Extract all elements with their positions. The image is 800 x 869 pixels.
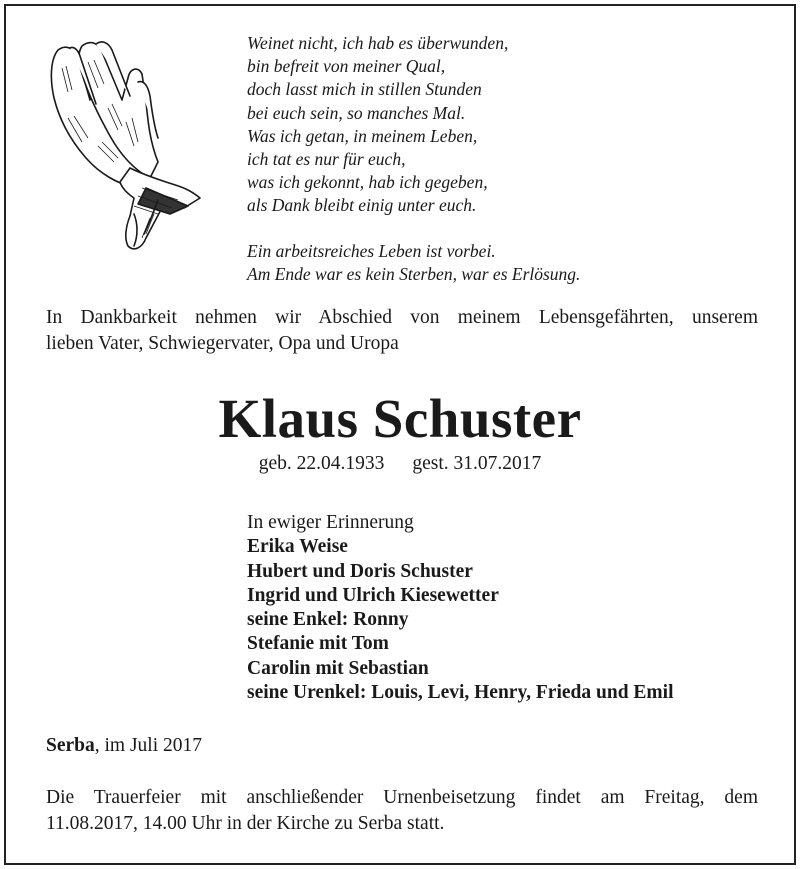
place-town: Serba <box>46 735 95 756</box>
stanza-gap <box>247 218 580 240</box>
life-dates <box>0 452 800 476</box>
poem-line: ich tat es nur für euch, <box>247 149 406 170</box>
service-line: Die Trauerfeier mit anschließender Urnenbeisetzung findet am Freitag, dem <box>46 787 758 808</box>
mourner-name: seine Urenkel: Louis, Levi, Henry, Frieda und Emil <box>247 682 674 704</box>
deceased-name: Klaus Schuster <box>218 388 582 449</box>
poem-line: Ein arbeitsreiches Leben ist vorbei. <box>247 240 496 261</box>
intro-line: lieben Vater, Schwiegervater, Opa und Uropa <box>46 333 399 354</box>
intro-line: In Dankbarkeit nehmen wir Abschied von meinem Lebensgefährten, unserem <box>46 307 758 328</box>
praying-hands-icon <box>38 38 203 263</box>
service-line: 11.08.2017, 14.00 Uhr in der Kirche zu Serba statt. <box>46 813 445 834</box>
mourner-name: Erika Weise <box>247 536 348 558</box>
poem-line: bei euch sein, so manches Mal. <box>247 102 466 123</box>
place-and-date <box>46 734 202 758</box>
poem-line: Was ich getan, in meinem Leben, <box>247 125 478 146</box>
mourners-list <box>247 511 674 705</box>
poem-line: Weinet nicht, ich hab es überwunden, <box>247 33 509 53</box>
mourner-name: Carolin mit Sebastian <box>247 657 429 679</box>
poem-line: als Dank bleibt einig unter euch. <box>247 195 477 216</box>
mourner-name: seine Enkel: Ronny <box>247 609 409 631</box>
mourner-name: Hubert und Doris Schuster <box>247 560 473 582</box>
farewell-intro <box>46 305 758 357</box>
death-date: gest. 31.07.2017 <box>412 453 542 474</box>
poem <box>247 32 580 286</box>
mourner-name: Ingrid und Ulrich Kiesewetter <box>247 584 499 606</box>
mourner-name: Stefanie mit Tom <box>247 633 389 655</box>
poem-line: bin befreit von meiner Qual, <box>247 56 446 77</box>
birth-date: geb. 22.04.1933 <box>258 453 385 474</box>
poem-line: Am Ende war es kein Sterben, war es Erlösung. <box>247 263 581 284</box>
mourners-heading: In ewiger Erinnerung <box>247 512 414 533</box>
poem-line: doch lasst mich in stillen Stunden <box>247 79 482 100</box>
funeral-service-info <box>46 785 758 837</box>
place-date: , im Juli 2017 <box>94 735 203 756</box>
poem-line: was ich gekonnt, hab ich gegeben, <box>247 172 488 193</box>
